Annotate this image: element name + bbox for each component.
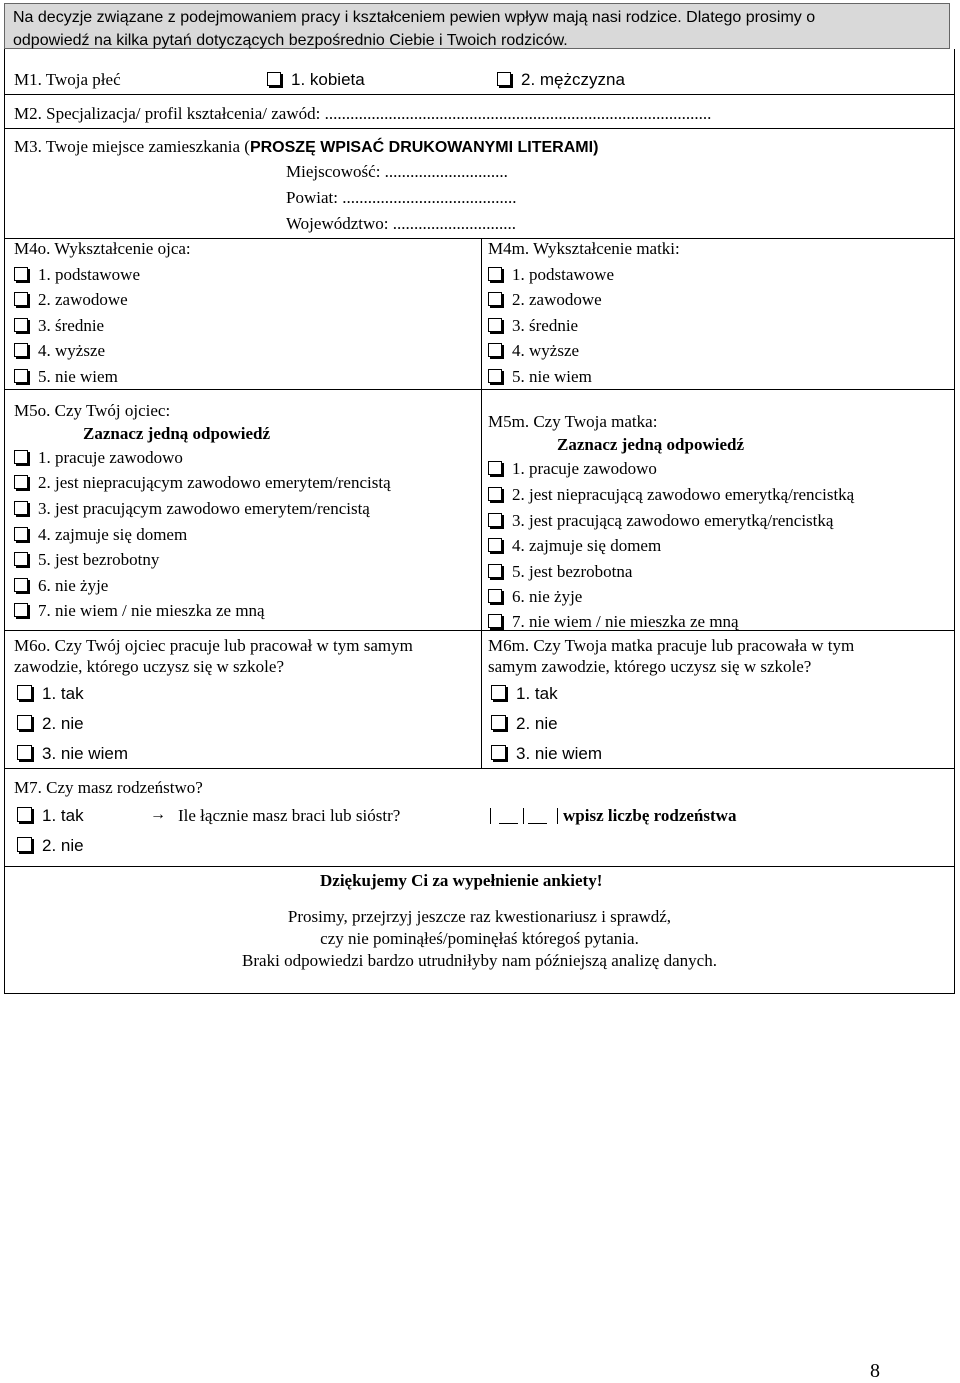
- m3-caps-instruction: PROSZĘ WPISAĆ DRUKOWANYMI LITERAMI): [249, 139, 599, 156]
- m4o-label: M4o. Wykształcenie ojca:: [14, 239, 191, 258]
- frame-right: [954, 49, 955, 993]
- m5m-option-1-label: 1. pracuje zawodowo: [512, 459, 657, 478]
- checkbox-icon[interactable]: [488, 538, 502, 552]
- checkbox-icon[interactable]: [488, 292, 502, 306]
- checkbox-icon[interactable]: [488, 564, 502, 578]
- checkbox-icon[interactable]: [14, 578, 28, 592]
- m4m-option-4-label: 4. wyższe: [512, 341, 580, 360]
- m5o-option-1-label: 1. pracuje zawodowo: [38, 448, 183, 467]
- frame-left: [4, 49, 5, 993]
- intro-banner: [4, 3, 950, 49]
- m4m-option-5-label: 5. nie wiem: [512, 367, 592, 386]
- m5o-option-7-label: 7. nie wiem / nie mieszka ze mną: [38, 601, 265, 620]
- m5m-option-5[interactable]: [488, 562, 632, 582]
- m1-option-1-label: 1. kobieta: [291, 70, 365, 89]
- m4o-option-2[interactable]: [14, 290, 128, 310]
- checkbox-icon[interactable]: [17, 745, 32, 760]
- m7-option-2-label: 2. nie: [42, 836, 84, 855]
- m4o-option-3[interactable]: [14, 316, 104, 336]
- checkbox-icon[interactable]: [488, 589, 502, 603]
- m4o-option-5[interactable]: [14, 367, 118, 387]
- m3-label: [14, 137, 598, 157]
- m5m-option-3-label: 3. jest pracującą zawodowo emerytką/rencistką: [512, 511, 834, 530]
- m5o-option-1[interactable]: [14, 448, 183, 468]
- m5m-option-7[interactable]: [488, 612, 739, 632]
- m5m-option-2[interactable]: [488, 485, 854, 505]
- checkbox-icon[interactable]: [488, 369, 502, 383]
- m6m-question-line-2: samym zawodzie, którego uczysz się w szkole?: [488, 657, 812, 676]
- m4m-label: M4m. Wykształcenie matki:: [488, 239, 680, 258]
- checkbox-icon[interactable]: [488, 318, 502, 332]
- m5o-option-3-label: 3. jest pracującym zawodowo emerytem/rencistą: [38, 499, 370, 518]
- m5o-option-2-label: 2. jest niepracującym zawodowo emerytem/rencistą: [38, 473, 391, 492]
- m1-option-2[interactable]: [497, 70, 625, 90]
- m4m-option-5[interactable]: [488, 367, 592, 387]
- m4o-option-4[interactable]: [14, 341, 105, 361]
- checkbox-icon[interactable]: [17, 685, 32, 700]
- m5o-option-4-label: 4. zajmuje się domem: [38, 525, 188, 544]
- checkbox-icon[interactable]: [497, 72, 511, 86]
- checkbox-icon[interactable]: [14, 267, 28, 281]
- m4o-option-1-label: 1. podstawowe: [38, 265, 140, 284]
- m4m-option-1[interactable]: [488, 265, 614, 285]
- checkbox-icon[interactable]: [14, 450, 28, 464]
- m5m-option-6-label: 6. nie żyje: [512, 587, 583, 606]
- checkbox-icon[interactable]: [14, 369, 28, 383]
- m4o-option-1[interactable]: [14, 265, 140, 285]
- m5m-instruction: Zaznacz jedną odpowiedź: [557, 435, 744, 454]
- sibling-count-input[interactable]: [490, 808, 562, 824]
- m6o-option-1[interactable]: [17, 684, 84, 704]
- m4m-option-1-label: 1. podstawowe: [512, 265, 614, 284]
- m4o-option-5-label: 5. nie wiem: [38, 367, 118, 386]
- divider-footer: [4, 866, 955, 867]
- m7-instruction: wpisz liczbę rodzeństwa: [563, 806, 737, 825]
- thanks-message: Dziękujemy Ci za wypełnienie ankiety!: [320, 871, 603, 890]
- m6o-option-2[interactable]: [17, 714, 84, 734]
- divider-m1: [4, 94, 955, 95]
- m5m-option-3[interactable]: [488, 511, 833, 531]
- frame-bottom: [4, 993, 955, 994]
- checkbox-icon[interactable]: [14, 603, 28, 617]
- m3-wojewodztwo-field[interactable]: Województwo: .............................: [286, 214, 516, 233]
- m6o-option-3-label: 3. nie wiem: [42, 744, 128, 763]
- m4o-option-3-label: 3. średnie: [38, 316, 105, 335]
- m5o-option-6[interactable]: [14, 576, 108, 596]
- checkbox-icon[interactable]: [488, 614, 502, 628]
- checkbox-icon[interactable]: [491, 685, 506, 700]
- m5o-option-2[interactable]: [14, 473, 391, 493]
- m6m-option-3[interactable]: [491, 744, 602, 764]
- arrow-right-icon: →: [150, 806, 166, 823]
- m5o-option-6-label: 6. nie żyje: [38, 576, 109, 595]
- m6m-option-1[interactable]: [491, 684, 558, 704]
- column-divider: [481, 238, 482, 768]
- m6o-option-3[interactable]: [17, 744, 128, 764]
- footer-line-1: Prosimy, przejrzyj jeszcze raz kwestionariusz i sprawdź,: [287, 907, 672, 926]
- checkbox-icon[interactable]: [491, 715, 506, 730]
- divider-m6: [4, 768, 955, 769]
- m3-miejscowosc-field[interactable]: Miejscowość: .............................: [286, 162, 508, 181]
- footer-line-3: Braki odpowiedzi bardzo utrudniłyby nam późniejszą analizę danych.: [242, 951, 717, 970]
- checkbox-icon[interactable]: [14, 501, 28, 515]
- m6o-option-2-label: 2. nie: [42, 714, 84, 733]
- checkbox-icon[interactable]: [14, 343, 28, 357]
- checkbox-icon[interactable]: [491, 745, 506, 760]
- checkbox-icon[interactable]: [14, 475, 28, 489]
- m5m-option-7-label: 7. nie wiem / nie mieszka ze mną: [512, 612, 739, 631]
- m4m-option-4[interactable]: [488, 341, 579, 361]
- m6m-option-2-label: 2. nie: [516, 714, 558, 733]
- checkbox-icon[interactable]: [17, 807, 32, 822]
- m7-option-1[interactable]: [17, 806, 84, 826]
- checkbox-icon[interactable]: [14, 552, 28, 566]
- checkbox-icon[interactable]: [17, 837, 32, 852]
- checkbox-icon[interactable]: [14, 527, 28, 541]
- m4m-option-2-label: 2. zawodowe: [512, 290, 602, 309]
- checkbox-icon[interactable]: [17, 715, 32, 730]
- footer-line-2: czy nie pominąłeś/pominęłaś któregoś pytania.: [320, 929, 639, 948]
- m7-option-1-label: 1. tak: [42, 806, 84, 825]
- intro-line-2: odpowiedź na kilka pytań dotyczących bezpośrednio Ciebie i Twoich rodziców.: [13, 32, 568, 49]
- m6o-question-line-1: M6o. Czy Twój ojciec pracuje lub pracował w tym samym: [14, 636, 413, 655]
- m5o-option-3[interactable]: [14, 499, 370, 519]
- m4m-option-3[interactable]: [488, 316, 578, 336]
- m5o-option-7[interactable]: [14, 601, 265, 621]
- m6m-option-2[interactable]: [491, 714, 558, 734]
- m1-label: M1. Twoja płeć: [14, 70, 121, 89]
- page-number: 8: [870, 1360, 880, 1382]
- intro-line-1: Na decyzje związane z podejmowaniem pracy i kształceniem pewien wpływ mają nasi rodzice. Dlatego prosimy o: [13, 9, 816, 26]
- m5o-option-4[interactable]: [14, 525, 187, 545]
- checkbox-icon[interactable]: [267, 72, 281, 86]
- m7-sibling-question: Ile łącznie masz braci lub sióstr?: [178, 806, 401, 825]
- checkbox-icon[interactable]: [14, 318, 28, 332]
- divider-m2: [4, 128, 955, 129]
- m6m-option-1-label: 1. tak: [516, 684, 558, 703]
- m5m-option-5-label: 5. jest bezrobotna: [512, 562, 633, 581]
- m7-label: M7. Czy masz rodzeństwo?: [14, 778, 203, 797]
- m5o-label: M5o. Czy Twój ojciec:: [14, 401, 171, 420]
- m5m-option-4[interactable]: [488, 536, 661, 556]
- m6o-question-line-2: zawodzie, którego uczysz się w szkole?: [14, 657, 284, 676]
- m5m-option-2-label: 2. jest niepracującą zawodowo emerytką/rencistką: [512, 485, 855, 504]
- checkbox-icon[interactable]: [488, 461, 502, 475]
- m4m-option-3-label: 3. średnie: [512, 316, 579, 335]
- m2-label: M2. Specjalizacja/ profil kształcenia/ zawód: ...........................................................................................: [14, 104, 712, 123]
- m7-option-2[interactable]: [17, 836, 84, 856]
- checkbox-icon[interactable]: [488, 513, 502, 527]
- m5m-label: M5m. Czy Twoja matka:: [488, 412, 658, 431]
- checkbox-icon[interactable]: [488, 267, 502, 281]
- m6o-option-1-label: 1. tak: [42, 684, 84, 703]
- m3-powiat-field[interactable]: Powiat: .........................................: [286, 188, 517, 207]
- m6m-question-line-1: M6m. Czy Twoja matka pracuje lub pracowała w tym: [488, 636, 855, 655]
- m5o-option-5-label: 5. jest bezrobotny: [38, 550, 160, 569]
- m6m-option-3-label: 3. nie wiem: [516, 744, 602, 763]
- m5m-option-4-label: 4. zajmuje się domem: [512, 536, 662, 555]
- m4o-option-4-label: 4. wyższe: [38, 341, 106, 360]
- m4o-option-2-label: 2. zawodowe: [38, 290, 128, 309]
- checkbox-icon[interactable]: [488, 343, 502, 357]
- m4m-option-2[interactable]: [488, 290, 602, 310]
- checkbox-icon[interactable]: [488, 487, 502, 501]
- m3-label-text: M3. Twoje miejsce zamieszkania (: [14, 137, 250, 156]
- m5m-option-6[interactable]: [488, 587, 582, 607]
- checkbox-icon[interactable]: [14, 292, 28, 306]
- divider-m5: [4, 630, 955, 631]
- divider-m4: [4, 389, 955, 390]
- m5o-option-5[interactable]: [14, 550, 159, 570]
- m1-option-1[interactable]: [267, 70, 365, 90]
- m1-option-2-label: 2. mężczyzna: [521, 70, 625, 89]
- m5o-instruction: Zaznacz jedną odpowiedź: [83, 424, 270, 443]
- m5m-option-1[interactable]: [488, 459, 657, 479]
